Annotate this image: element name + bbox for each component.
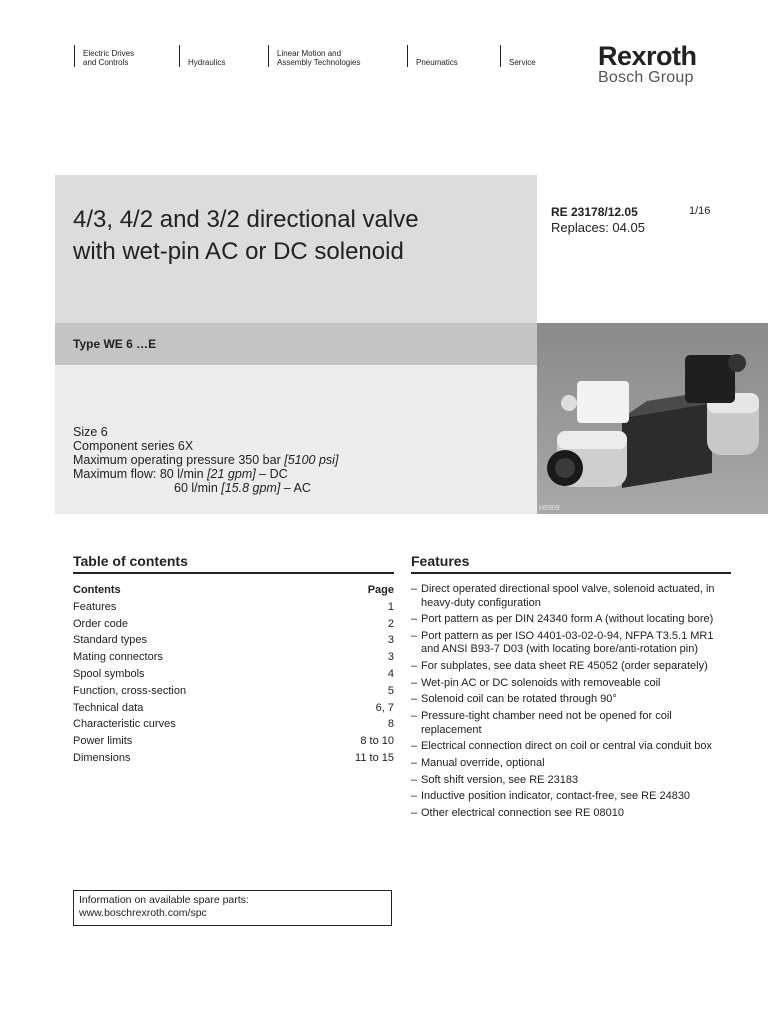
toc-entry-name: Technical data — [73, 701, 144, 714]
toc-entry-name: Characteristic curves — [73, 718, 176, 731]
spare-parts-link[interactable]: www.boschrexroth.com/spc — [79, 907, 207, 919]
feature-item — [411, 660, 731, 674]
feature-item — [411, 693, 731, 707]
nav-item-linear-motion[interactable]: Linear Motion and Assembly Technologies — [268, 45, 360, 67]
toc-title: Table of contents — [73, 553, 188, 569]
feature-dash: – — [411, 790, 418, 803]
feature-dash: – — [411, 773, 418, 786]
feature-dash: – — [411, 807, 418, 820]
feature-dash: – — [411, 710, 418, 723]
toc-row[interactable] — [73, 666, 394, 683]
nav-item-electric-drives[interactable]: Electric Drives and Controls — [74, 45, 134, 67]
valve-illustration — [537, 323, 768, 514]
feature-text: Other electrical connection see RE 08010 — [421, 807, 625, 820]
spec-size: Size 6 — [73, 425, 108, 439]
toc-entry-name: Features — [73, 600, 117, 613]
feature-text: Direct operated directional spool valve, solenoid actuated, in heavy-duty configuration — [421, 583, 715, 609]
feature-item — [411, 774, 731, 788]
re-number: RE 23178/12.05 — [551, 205, 638, 219]
feature-item — [411, 807, 731, 821]
table-of-contents — [73, 582, 394, 767]
toc-entry-name: Mating connectors — [73, 651, 163, 664]
feature-item — [411, 740, 731, 754]
product-photo — [537, 323, 768, 514]
toc-row[interactable] — [73, 649, 394, 666]
spec-pressure: Maximum operating pressure 350 bar [5100 psi] — [73, 453, 339, 467]
features-list — [411, 583, 731, 824]
feature-text: Wet-pin AC or DC solenoids with removeable coil — [421, 676, 661, 689]
nav-item-pneumatics[interactable]: Pneumatics — [407, 45, 458, 67]
feature-item — [411, 677, 731, 691]
toc-rule — [73, 572, 394, 574]
feature-text: Manual override, optional — [421, 757, 545, 769]
features-title: Features — [411, 553, 470, 569]
toc-entry-page: 3 — [387, 651, 394, 664]
toc-entry-page: 5 — [387, 684, 394, 697]
toc-row[interactable] — [73, 700, 394, 717]
feature-text: Port pattern as per ISO 4401-03-02-0-94, NFPA T3.5.1 MR1 and ANSI B93-7 D03 (with locating bore/anti-rotation pin) — [421, 629, 714, 656]
feature-dash: – — [411, 583, 418, 595]
type-label: Type WE 6 …E — [73, 337, 157, 351]
toc-entry-name: Power limits — [73, 735, 133, 748]
page-title — [73, 204, 533, 268]
feature-text: Pressure-tight chamber need not be opened for coil replacement — [421, 710, 672, 736]
feature-text: Inductive position indicator, contact-free, see RE 24830 — [421, 790, 691, 803]
toc-entry-page: 8 — [387, 718, 394, 731]
title-line-1: 4/3, 4/2 and 3/2 directional valve — [73, 206, 419, 233]
toc-row[interactable] — [73, 716, 394, 733]
feature-item — [411, 583, 731, 610]
nav-item-service[interactable]: Service — [500, 45, 536, 67]
specifications — [73, 425, 338, 495]
brand-subtitle: Bosch Group — [598, 69, 694, 86]
toc-header — [73, 582, 394, 599]
spare-parts-text: Information on available spare parts: — [79, 894, 249, 906]
feature-text: Solenoid coil can be rotated through 90° — [421, 693, 617, 706]
feature-dash: – — [411, 629, 418, 642]
nav-item-hydraulics[interactable]: Hydraulics — [179, 45, 225, 67]
toc-entry-name: Standard types — [73, 634, 147, 647]
toc-entry-name: Dimensions — [73, 751, 131, 764]
toc-entry-page: 1 — [387, 600, 394, 613]
toc-row[interactable] — [73, 733, 394, 750]
document-reference — [551, 205, 645, 235]
toc-entry-name: Function, cross-section — [73, 684, 187, 697]
toc-row[interactable] — [73, 632, 394, 649]
spec-flow-dc: Maximum flow: 80 l/min [21 gpm] – DC — [73, 467, 288, 481]
feature-dash: – — [411, 676, 418, 689]
toc-row[interactable] — [73, 599, 394, 616]
toc-entry-page: 11 to 15 — [355, 751, 394, 764]
feature-item — [411, 613, 731, 627]
page-number: 1/16 — [689, 205, 711, 217]
toc-entry-page: 6, 7 — [375, 701, 394, 714]
feature-item — [411, 630, 731, 657]
features-rule — [411, 572, 731, 574]
toc-row[interactable] — [73, 750, 394, 767]
feature-dash: – — [411, 693, 418, 706]
feature-item — [411, 757, 731, 771]
spec-series: Component series 6X — [73, 439, 194, 453]
feature-text: Electrical connection direct on coil or central via conduit box — [421, 740, 713, 753]
feature-dash: – — [411, 613, 418, 626]
toc-col-page: Page — [367, 584, 394, 596]
toc-entry-page: 3 — [387, 634, 394, 647]
feature-text: For subplates, see data sheet RE 45052 (order separately) — [421, 660, 708, 673]
toc-entry-name: Order code — [73, 617, 129, 630]
toc-col-contents: Contents — [73, 584, 121, 596]
feature-item — [411, 710, 731, 737]
feature-dash: – — [411, 757, 418, 769]
toc-entry-page: 4 — [387, 667, 394, 680]
toc-row[interactable] — [73, 683, 394, 700]
toc-entry-page: 8 to 10 — [360, 735, 394, 748]
brand-name: Rexroth — [598, 41, 697, 71]
top-navigation — [0, 45, 560, 69]
photo-id: H5909 — [539, 505, 560, 512]
toc-entry-page: 2 — [387, 617, 394, 630]
feature-dash: – — [411, 740, 418, 753]
feature-item — [411, 790, 731, 804]
toc-entry-name: Spool symbols — [73, 667, 145, 680]
spec-flow-ac: 60 l/min [15.8 gpm] – AC — [174, 481, 311, 495]
spare-parts-box — [73, 890, 392, 926]
feature-text: Soft shift version, see RE 23183 — [421, 773, 579, 786]
feature-text: Port pattern as per DIN 24340 form A (without locating bore) — [421, 613, 714, 626]
replaces-info: Replaces: 04.05 — [551, 220, 645, 235]
brand-logo — [598, 42, 697, 86]
toc-row[interactable] — [73, 616, 394, 633]
feature-dash: – — [411, 660, 418, 673]
title-line-2: with wet-pin AC or DC solenoid — [73, 238, 404, 265]
